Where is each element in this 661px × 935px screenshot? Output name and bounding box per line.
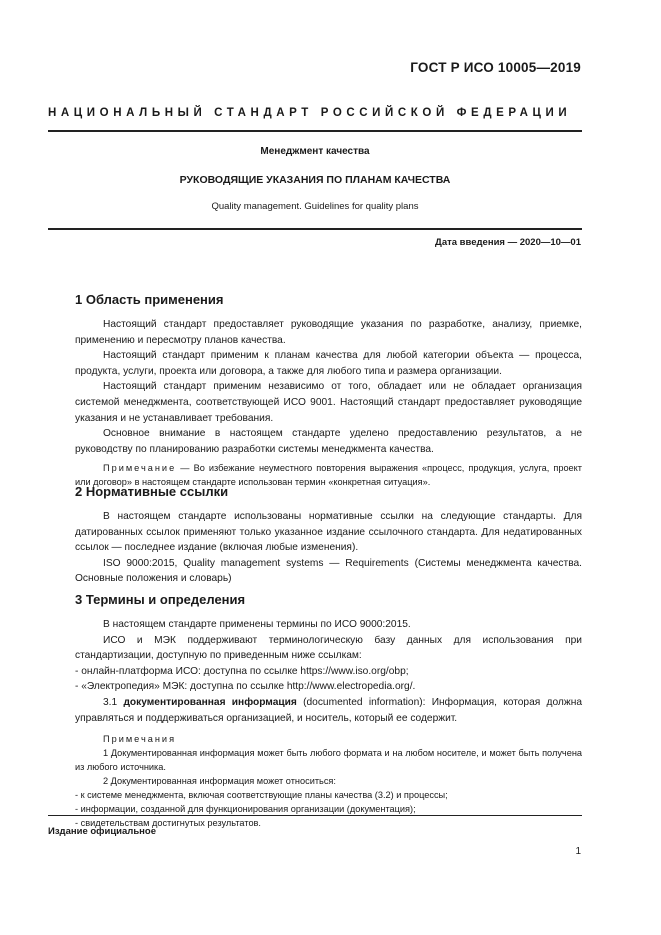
national-standard-banner: НАЦИОНАЛЬНЫЙ СТАНДАРТ РОССИЙСКОЙ ФЕДЕРАЦИИ	[48, 107, 572, 119]
section-scope	[75, 292, 582, 489]
term-note-2: 2 Документированная информация может относиться:	[103, 776, 336, 787]
list-item: - информации, созданной для функционирования организации (документация);	[75, 804, 416, 815]
terms-paragraph-1: В настоящем стандарте применены термины по ИСО 9000:2015.	[103, 619, 411, 630]
top-rule	[48, 130, 582, 132]
section-terms-definitions	[75, 592, 582, 830]
standard-designation: ГОСТ Р ИСО 10005—2019	[410, 60, 581, 75]
list-item: - «Электропедия» МЭК: доступна по ссылке http://www.electropedia.org/.	[75, 681, 416, 693]
terms-link-list	[75, 664, 582, 695]
section-heading-1: 1 Область применения	[75, 292, 224, 307]
notes-label: Примечания	[103, 734, 177, 745]
section-heading-3: 3 Термины и определения	[75, 592, 246, 607]
note-text: — Во избежание неуместного повторения выражения «процесс, продукция, услуга, проект или договор» в настоящем стандарте использован термин «конкретная ситуация».	[75, 463, 582, 488]
term-name: документированная информация	[123, 696, 297, 708]
list-item: - свидетельствам достигнутых результатов.	[75, 818, 261, 829]
list-item: - к системе менеджмента, включая соответствующие планы качества (3.2) и процессы;	[75, 790, 448, 801]
title-line-2: РУКОВОДЯЩИЕ УКАЗАНИЯ ПО ПЛАНАМ КАЧЕСТВА	[179, 174, 451, 186]
introduction-date: Дата введения — 2020—10—01	[435, 237, 581, 248]
term-definition	[75, 695, 582, 726]
scope-paragraph-3: Настоящий стандарт применим независимо от того, обладает или не обладает организация системой менеджмента, соответствующей ИСО 9001. Настоящий стандарт предоставляет руководящие указания и не устанавливает требования.	[75, 381, 582, 424]
term-text: (documented information): Информация, которая должна управляться и поддерживаться организацией, и носитель, который ее содержит.	[75, 696, 582, 724]
term-note-1: 1 Документированная информация может быть любого формата и на любом носителе, и может быть получена из любого источника.	[75, 748, 582, 773]
title-line-1: Менеджмент качества	[260, 146, 370, 157]
title-line-english: Quality management. Guidelines for quality plans	[211, 201, 419, 212]
scope-paragraph-4: Основное внимание в настоящем стандарте уделено предоставлению результатов, а не руководству по планированию разработки системы менеджмента качества.	[75, 428, 582, 455]
scope-paragraph-2: Настоящий стандарт применим к планам качества для любой категории объекта — процесса, продукта, услуги, проекта или договора, а также для любого типа и размера организации.	[75, 350, 582, 377]
note-label: Примечание	[103, 463, 177, 474]
terms-paragraph-2: ИСО и МЭК поддерживают терминологическую базу данных для использования при стандартизации, доступную по приведенным ниже ссылкам:	[75, 634, 582, 662]
references-paragraph-2: ISO 9000:2015, Quality management systems — Requirements (Системы менеджмента качества. Основные положения и словарь)	[75, 557, 582, 585]
footer-rule	[48, 815, 582, 816]
title-rule	[48, 228, 582, 230]
list-item: - онлайн-платформа ИСО: доступна по ссылке https://www.iso.org/obp;	[75, 665, 409, 677]
official-edition-label: Издание официальное	[48, 826, 156, 837]
scope-paragraph-1: Настоящий стандарт предоставляет руководящие указания по разработке, анализу, приемке, применению и пересмотру планов качества.	[75, 319, 582, 346]
page-number: 1	[575, 846, 581, 857]
section-heading-2: 2 Нормативные ссылки	[75, 484, 229, 499]
term-number: 3.1	[103, 696, 124, 708]
term-note-list	[75, 788, 582, 830]
references-paragraph-1: В настоящем стандарте использованы нормативные ссылки на следующие стандарты. Для датированных ссылок применяют только указанное издание ссылочного стандарта. Для недатированных ссылок — последнее издание (включая любые изменения).	[75, 511, 582, 554]
section-normative-references	[75, 484, 582, 587]
